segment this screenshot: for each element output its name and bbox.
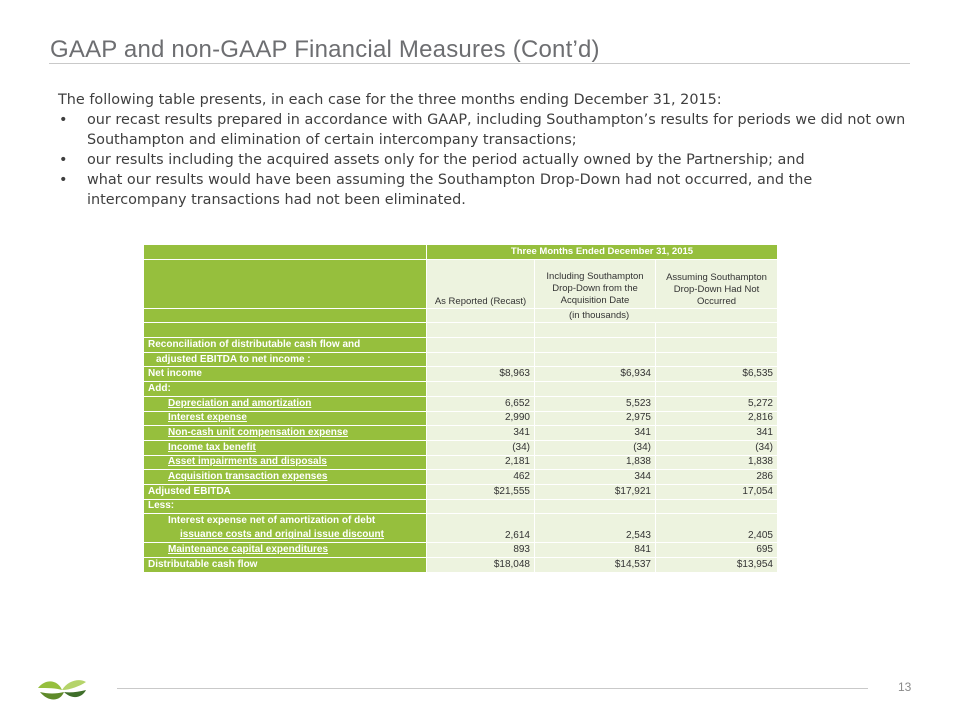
intro-lead: The following table presents, in each case for the three months ending December 31, 2015: bbox=[58, 92, 722, 108]
row-label: Depreciation and amortization bbox=[168, 397, 312, 409]
cell: (34) bbox=[427, 440, 535, 455]
cell: 462 bbox=[427, 470, 535, 485]
cell: $18,048 bbox=[427, 558, 535, 573]
section-label: adjusted EBITDA to net income : bbox=[144, 352, 427, 367]
row-label: Net income bbox=[144, 367, 427, 382]
row-label: Income tax benefit bbox=[168, 441, 256, 453]
table-row bbox=[144, 470, 778, 485]
page-number: 13 bbox=[898, 680, 912, 694]
cell: $6,535 bbox=[656, 367, 778, 382]
cell: 2,990 bbox=[427, 411, 535, 426]
table-row bbox=[144, 514, 778, 543]
table-row bbox=[144, 382, 778, 397]
cell: $14,537 bbox=[535, 558, 656, 573]
cell bbox=[535, 382, 656, 397]
intro-text bbox=[58, 90, 908, 210]
column-header: Including Southampton Drop-Down from the Acquisition Date bbox=[535, 259, 656, 308]
table-row bbox=[144, 440, 778, 455]
row-label: Adjusted EBITDA bbox=[144, 484, 427, 499]
table-row bbox=[144, 367, 778, 382]
row-label: Distributable cash flow bbox=[144, 558, 427, 573]
intro-bullet: • our results including the acquired assets only for the period actually owned by the Partnership; and bbox=[59, 152, 805, 168]
cell: (34) bbox=[535, 440, 656, 455]
cell: 695 bbox=[656, 543, 778, 558]
table-row bbox=[144, 411, 778, 426]
section-label: Reconciliation of distributable cash flow and bbox=[144, 338, 427, 353]
cell bbox=[535, 499, 656, 514]
row-label: Interest expense bbox=[168, 412, 247, 424]
cell: $13,954 bbox=[656, 558, 778, 573]
row-label: Add: bbox=[144, 382, 427, 397]
cell: 286 bbox=[656, 470, 778, 485]
cell: 841 bbox=[535, 543, 656, 558]
section-label-row bbox=[144, 338, 778, 353]
table-row bbox=[144, 558, 778, 573]
cell: 5,272 bbox=[656, 396, 778, 411]
row-label: Asset impairments and disposals bbox=[168, 456, 327, 468]
cell: $17,921 bbox=[535, 484, 656, 499]
cell bbox=[656, 499, 778, 514]
row-label: Less: bbox=[144, 499, 427, 514]
cell: 2,816 bbox=[656, 411, 778, 426]
table-row bbox=[144, 455, 778, 470]
period-header: Three Months Ended December 31, 2015 bbox=[427, 245, 778, 260]
bullet-glyph: • bbox=[59, 152, 68, 168]
table-row bbox=[144, 396, 778, 411]
table-row bbox=[144, 543, 778, 558]
financial-table bbox=[143, 244, 778, 573]
slide-title: GAAP and non-GAAP Financial Measures (Cont’d) bbox=[50, 36, 600, 63]
row-label: Maintenance capital expenditures bbox=[168, 544, 329, 556]
cell: 1,838 bbox=[535, 455, 656, 470]
leaf-logo-icon bbox=[36, 676, 88, 704]
units-row bbox=[144, 308, 778, 323]
cell: 344 bbox=[535, 470, 656, 485]
row-label: issuance costs and original issue discount bbox=[180, 529, 384, 541]
intro-bullet: • our recast results prepared in accordance with GAAP, including Southampton’s results for periods we did not own Southampton and elimination of certain intercompany transactions; bbox=[59, 112, 906, 148]
bullet-glyph: • bbox=[59, 172, 68, 188]
cell bbox=[427, 499, 535, 514]
units-label: (in thousands) bbox=[535, 308, 778, 323]
table-header-row bbox=[144, 245, 778, 260]
cell: 341 bbox=[427, 426, 535, 441]
cell: 2,543 bbox=[535, 514, 656, 543]
cell: 1,838 bbox=[656, 455, 778, 470]
table-row bbox=[144, 484, 778, 499]
table-row bbox=[144, 426, 778, 441]
section-label-row bbox=[144, 352, 778, 367]
cell: 5,523 bbox=[535, 396, 656, 411]
column-header-row bbox=[144, 259, 778, 308]
footer-divider bbox=[117, 688, 868, 689]
cell: (34) bbox=[656, 440, 778, 455]
cell: 893 bbox=[427, 543, 535, 558]
cell bbox=[656, 382, 778, 397]
cell: 6,652 bbox=[427, 396, 535, 411]
intro-bullet: • what our results would have been assuming the Southampton Drop-Down had not occurred, and the intercompany transactions had not been eliminated. bbox=[59, 172, 813, 208]
column-header: As Reported (Recast) bbox=[427, 259, 535, 308]
intro-bullets bbox=[58, 110, 908, 210]
title-divider bbox=[49, 63, 910, 64]
cell: 2,614 bbox=[427, 514, 535, 543]
cell: $8,963 bbox=[427, 367, 535, 382]
cell: $6,934 bbox=[535, 367, 656, 382]
cell: 2,405 bbox=[656, 514, 778, 543]
cell: 341 bbox=[535, 426, 656, 441]
cell: 341 bbox=[656, 426, 778, 441]
row-label: Non-cash unit compensation expense bbox=[168, 427, 349, 439]
cell bbox=[427, 382, 535, 397]
row-label: Interest expense net of amortization of debt bbox=[168, 515, 376, 527]
bullet-glyph: • bbox=[59, 112, 68, 128]
cell: 2,181 bbox=[427, 455, 535, 470]
cell: 17,054 bbox=[656, 484, 778, 499]
row-label: Acquisition transaction expenses bbox=[168, 471, 328, 483]
column-header: Assuming Southampton Drop-Down Had Not Occurred bbox=[656, 259, 778, 308]
table-row bbox=[144, 499, 778, 514]
cell: $21,555 bbox=[427, 484, 535, 499]
cell: 2,975 bbox=[535, 411, 656, 426]
